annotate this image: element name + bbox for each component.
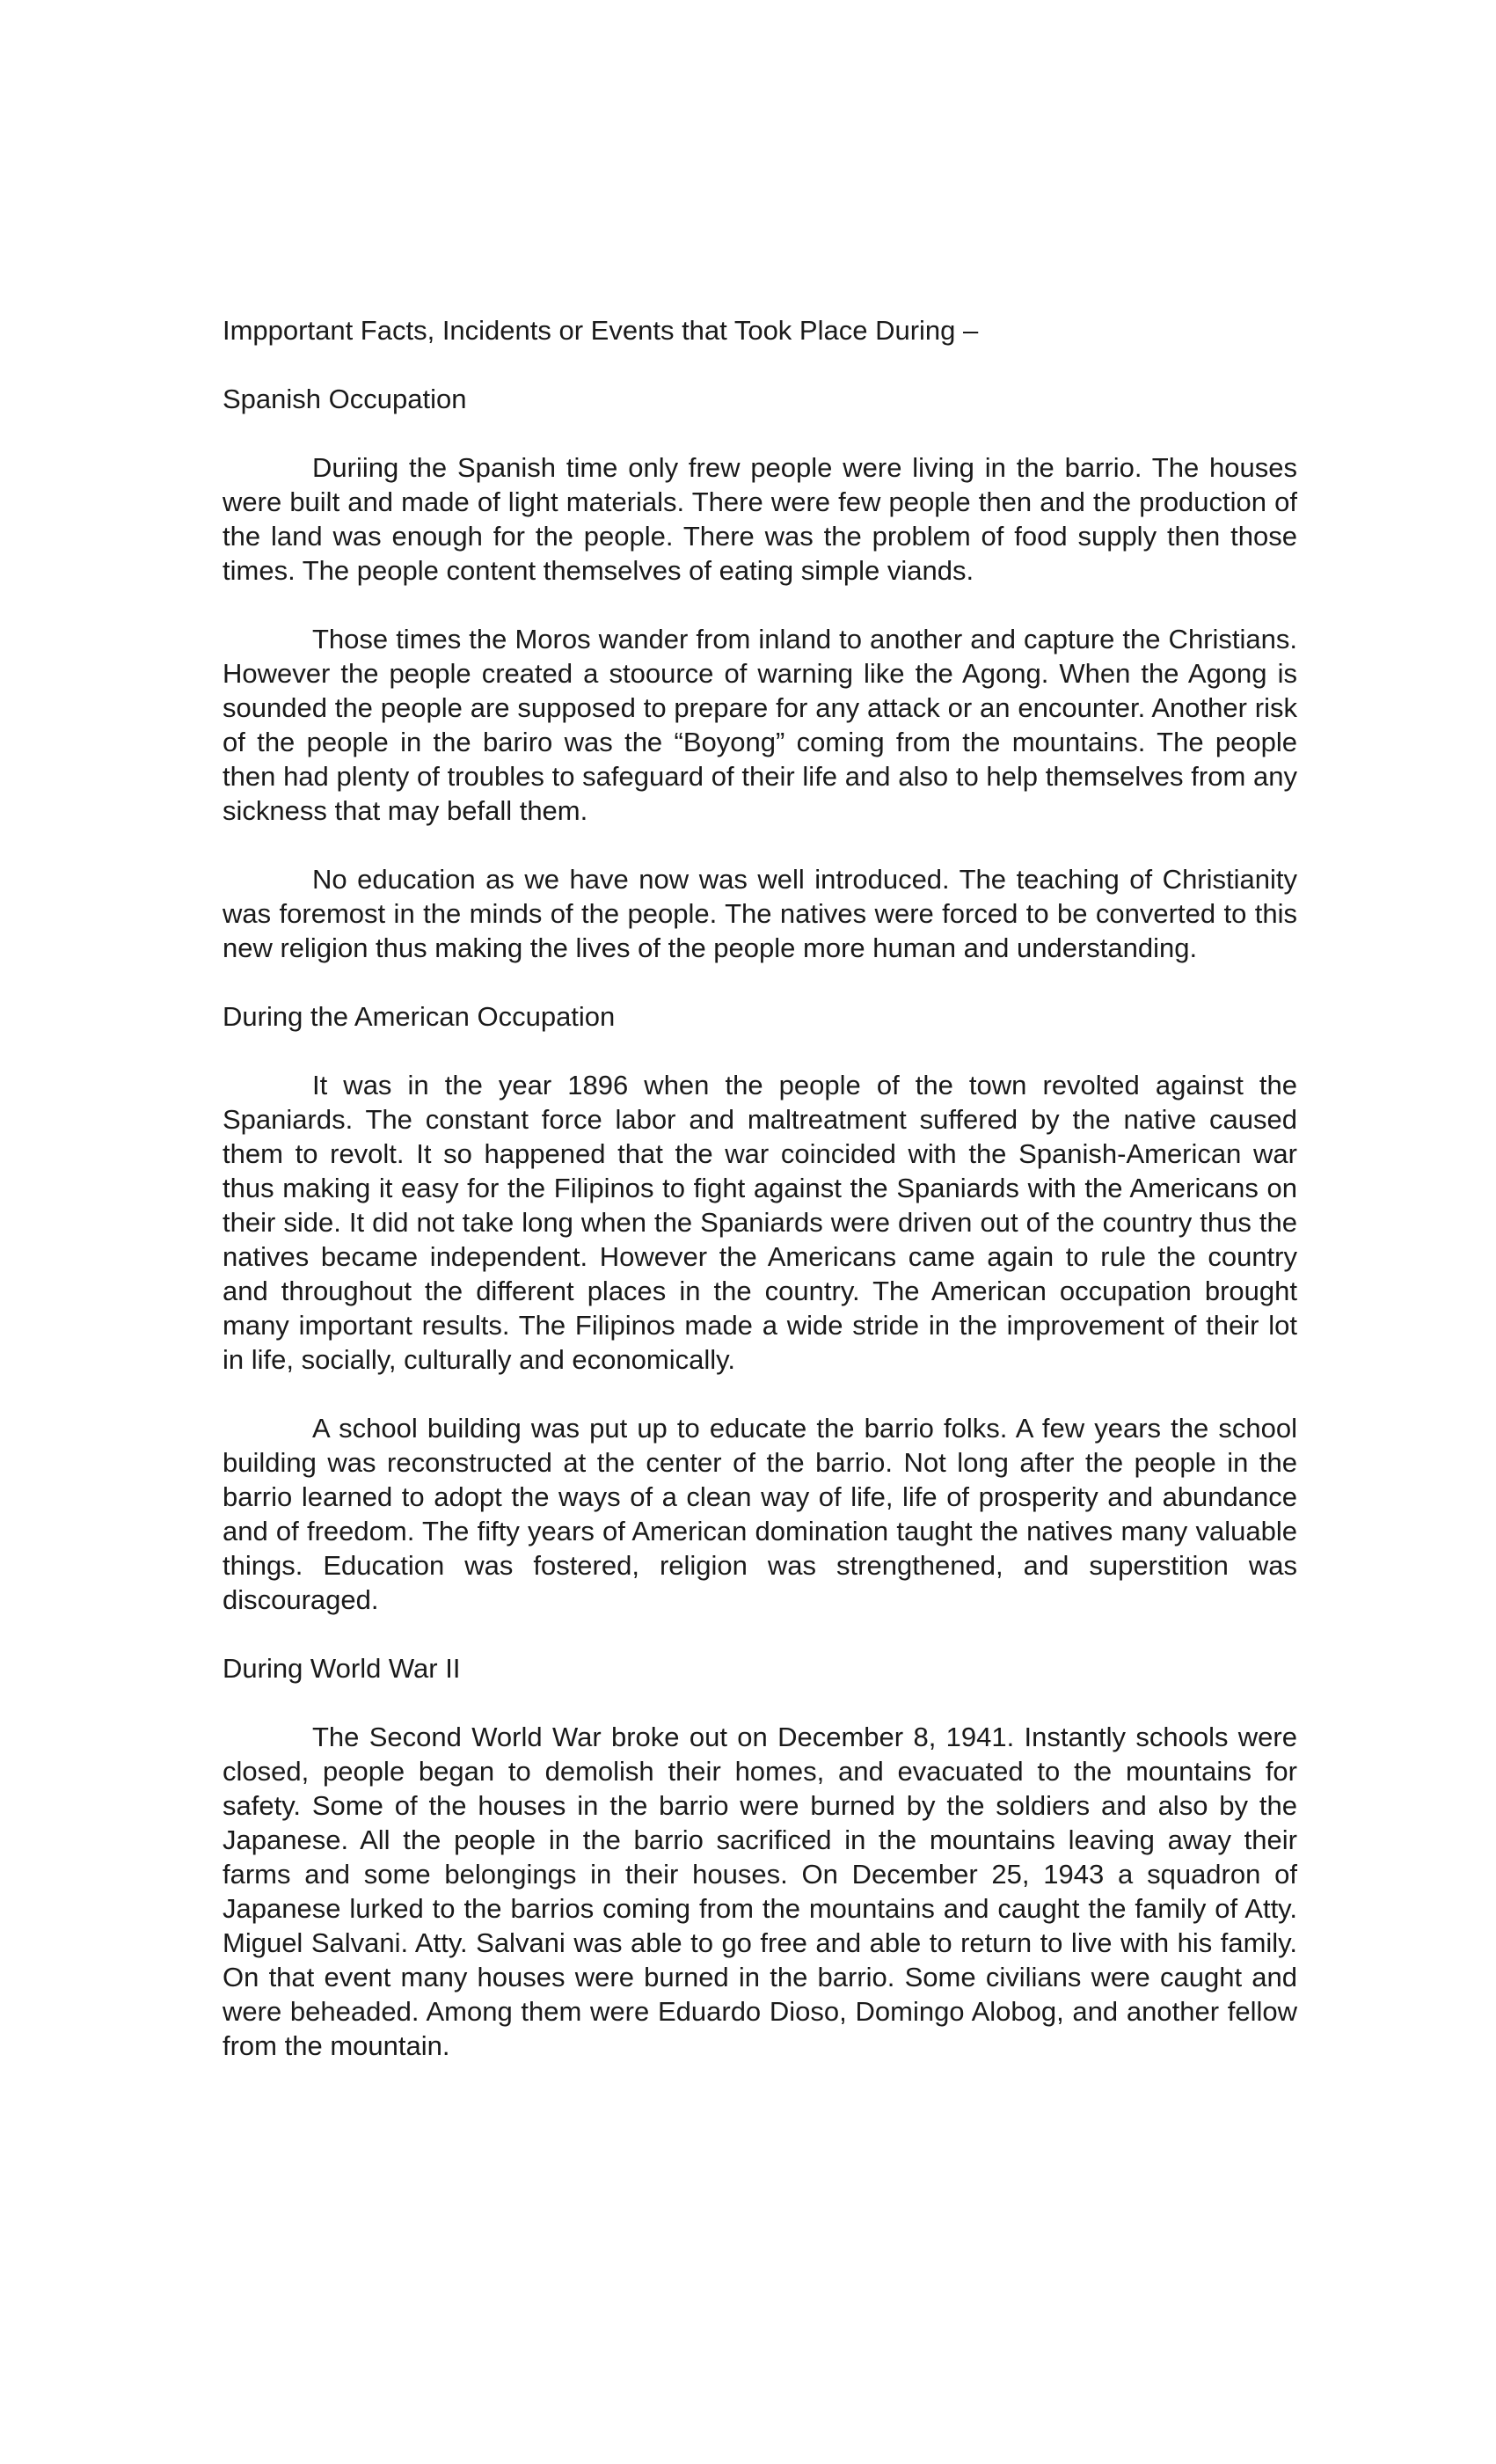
paragraph-spanish-1: Duriing the Spanish time only frew people were living in the barrio. The houses were built and made of light materials. There were few people then and the production of the land was enough for the people. There was the problem of food supply then those times. The people content themselves of eating simple viands. [223,452,1297,586]
paragraph-wwii-1: The Second World War broke out on December 8, 1941. Instantly schools were closed, people began to demolish their homes, and evacuated to the mountains for safety. Some of the houses in the barrio were burned by the soldiers and also by the Japanese. All the people in the barrio sacrificed in the mountains leaving away their farms and some belongings in their houses. On December 25, 1943 a squadron of Japanese lurked to the barrios coming from the mountains and caught the family of Atty. Miguel Salvani. Atty. Salvani was able to go free and able to return to live with his family. On that event many houses were burned in the barrio. Some civilians were caught and were beheaded. Among them were Eduardo Dioso, Domingo Alobog, and another fellow from the mountain. [223,1722,1297,2061]
paragraph-american-2: A school building was put up to educate the barrio folks. A few years the school building was reconstructed at the center of the barrio. Not long after the people in the barrio learned to adopt the ways of a clean way of life, life of prosperity and abundance and of freedom. The fifty years of American domination taught the natives many valuable things. Education was fostered, religion was strengthened, and superstition was discouraged. [223,1413,1297,1615]
paragraph-spanish-3: No education as we have now was well introduced. The teaching of Christianity was foremost in the minds of the people. The natives were forced to be converted to this new religion thus making the lives of the people more human and understanding. [223,864,1297,963]
section-heading-american-occupation: During the American Occupation [223,1001,616,1032]
document-page [223,313,1297,2063]
document-title: Impportant Facts, Incidents or Events that Took Place During – [223,315,979,346]
section-heading-spanish-occupation: Spanish Occupation [223,384,467,414]
paragraph-american-1: It was in the year 1896 when the people of the town revolted against the Spaniards. The constant force labor and maltreatment suffered by the native caused them to revolt. It so happened that the war coincided with the Spanish-American war thus making it easy for the Filipinos to fight against the Spaniards with the Americans on their side. It did not take long when the Spaniards were driven out of the country thus the natives became independent. However the Americans came again to rule the country and throughout the different places in the country. The American occupation brought many important results. The Filipinos made a wide stride in the improvement of their lot in life, socially, culturally and economically. [223,1070,1297,1375]
paragraph-spanish-2: Those times the Moros wander from inland to another and capture the Christians. However the people created a stoource of warning like the Agong. When the Agong is sounded the people are supposed to prepare for any attack or an encounter. Another risk of the people in the bariro was the “Boyong” coming from the mountains. The people then had plenty of troubles to safeguard of their life and also to help themselves from any sickness that may befall them. [223,624,1297,826]
section-heading-world-war-ii: During World War II [223,1653,461,1684]
